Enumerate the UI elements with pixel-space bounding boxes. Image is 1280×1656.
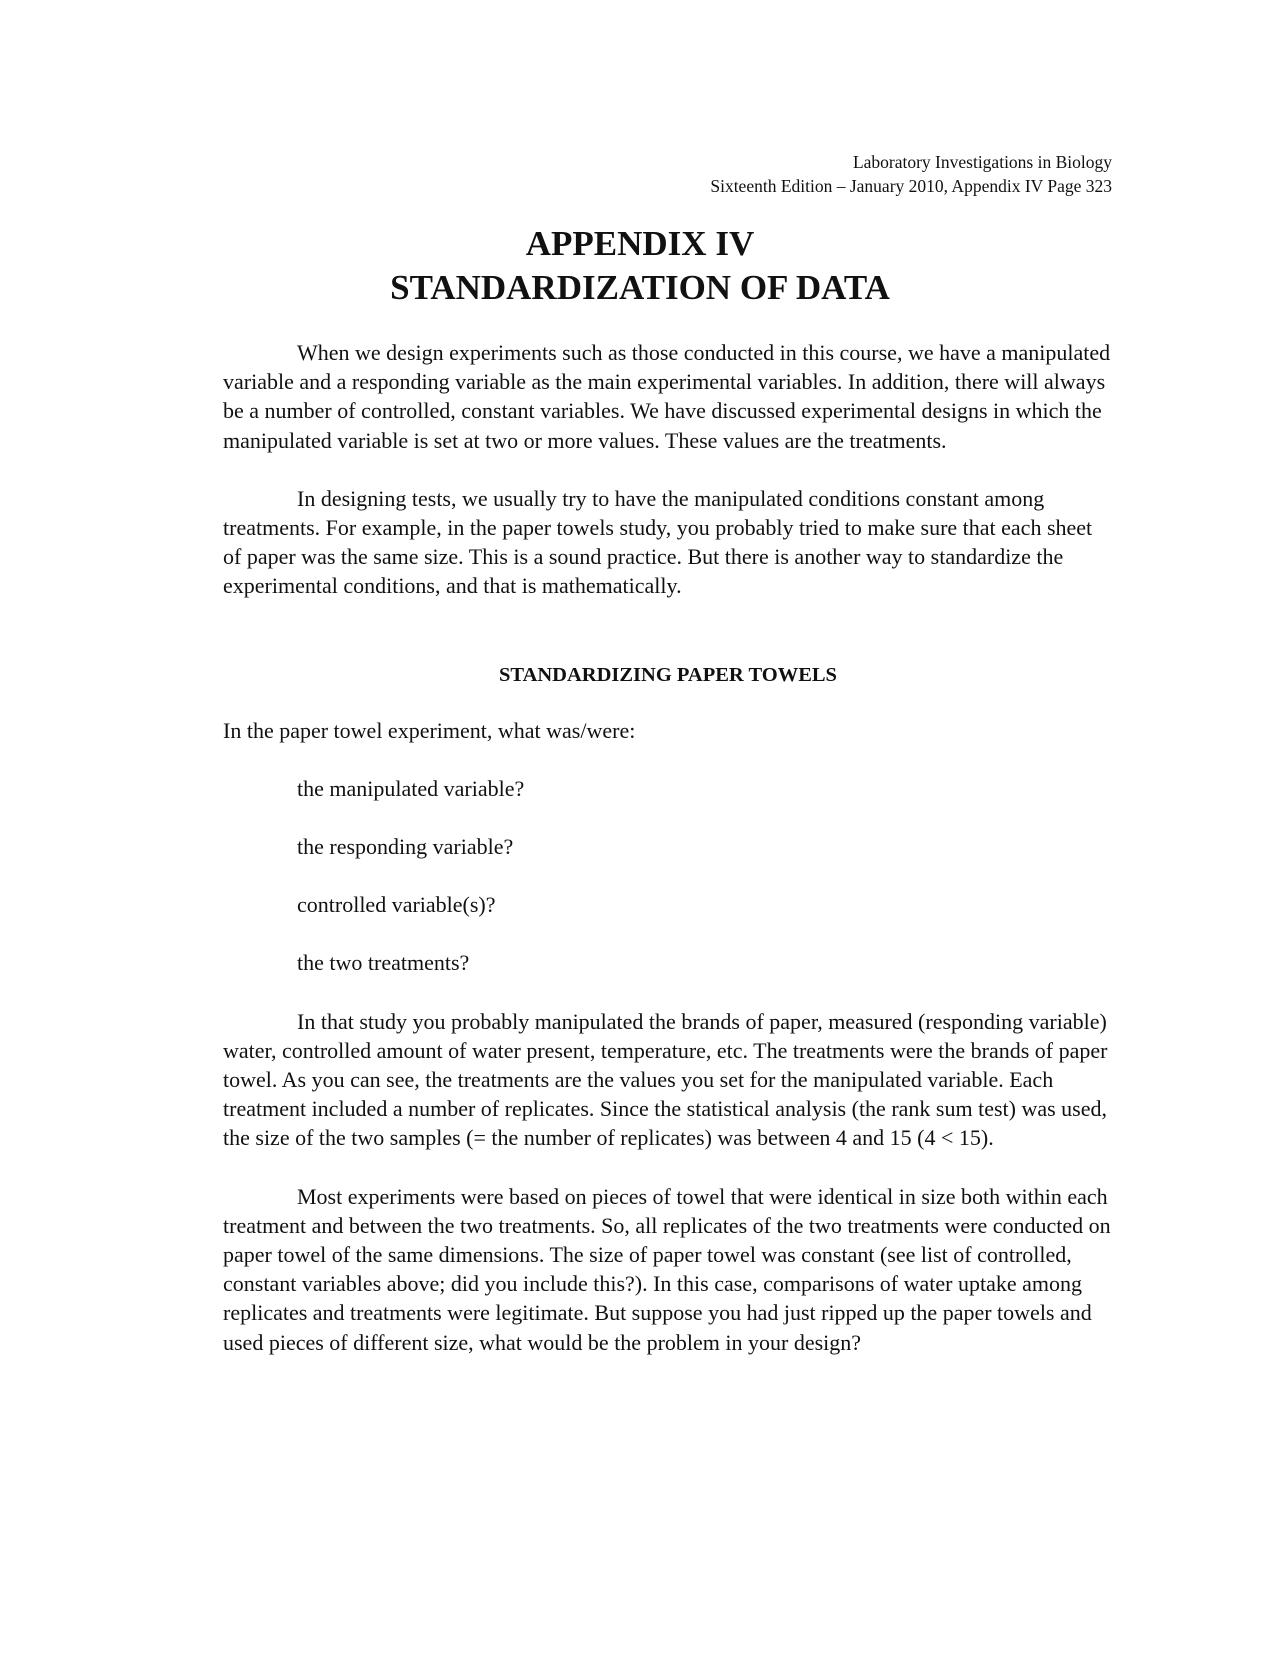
header-book-title: Laboratory Investigations in Biology (852, 152, 1112, 172)
header-edition-page: Sixteenth Edition – January 2010, Appendix IV Page 323 (710, 176, 1112, 196)
running-header (710, 150, 1112, 198)
title-subject: STANDARDIZATION OF DATA (390, 268, 890, 307)
body-paragraph-3: In that study you probably manipulated the brands of paper, measured (responding variable) water, controlled amount of water present, temperature, etc. The treatments were the brands of paper towel. As you can see, the treatments are the values you set for the manipulated variable. Each treatment included a number of replicates. Since the statistical analysis (the rank sum test) was used, the size of the two samples (= the number of replicates) was between 4 and 15 (4 < 15). (223, 1008, 1108, 1151)
question-item: the two treatments? (297, 950, 470, 976)
page-title (0, 222, 1280, 310)
question-item: the responding variable? (297, 834, 514, 860)
question-list (223, 774, 1113, 978)
section-heading: STANDARDIZING PAPER TOWELS (499, 663, 837, 686)
question-prompt: In the paper towel experiment, what was/were: (223, 717, 636, 743)
body-paragraph-4: Most experiments were based on pieces of towel that were identical in size both within each treatment and between the two treatments. So, all replicates of the two treatments were conducted on paper towel of the same dimensions. The size of paper towel was constant (see list of controlled, constant variables above; did you include this?). In this case, comparisons of water uptake among replicates and treatments were legitimate. But suppose you had just ripped up the paper towels and used pieces of different size, what would be the problem in your design? (223, 1183, 1111, 1355)
intro-paragraph-1: When we design experiments such as those conducted in this course, we have a manipulated variable and a responding variable as the main experimental variables. In addition, there will always be a number of controlled, constant variables. We have discussed experimental designs in which the manipulated variable is set at two or more values. These values are the treatments. (223, 340, 1111, 453)
body-text (223, 338, 1113, 1357)
intro-paragraph-2: In designing tests, we usually try to have the manipulated conditions constant among treatments. For example, in the paper towels study, you probably tried to make sure that each sheet of paper was the same size. This is a sound practice. But there is another way to standardize the experimental conditions, and that is mathematically. (223, 485, 1093, 599)
question-item: controlled variable(s)? (297, 892, 496, 918)
title-appendix: APPENDIX IV (525, 224, 755, 263)
question-item: the manipulated variable? (297, 775, 525, 801)
